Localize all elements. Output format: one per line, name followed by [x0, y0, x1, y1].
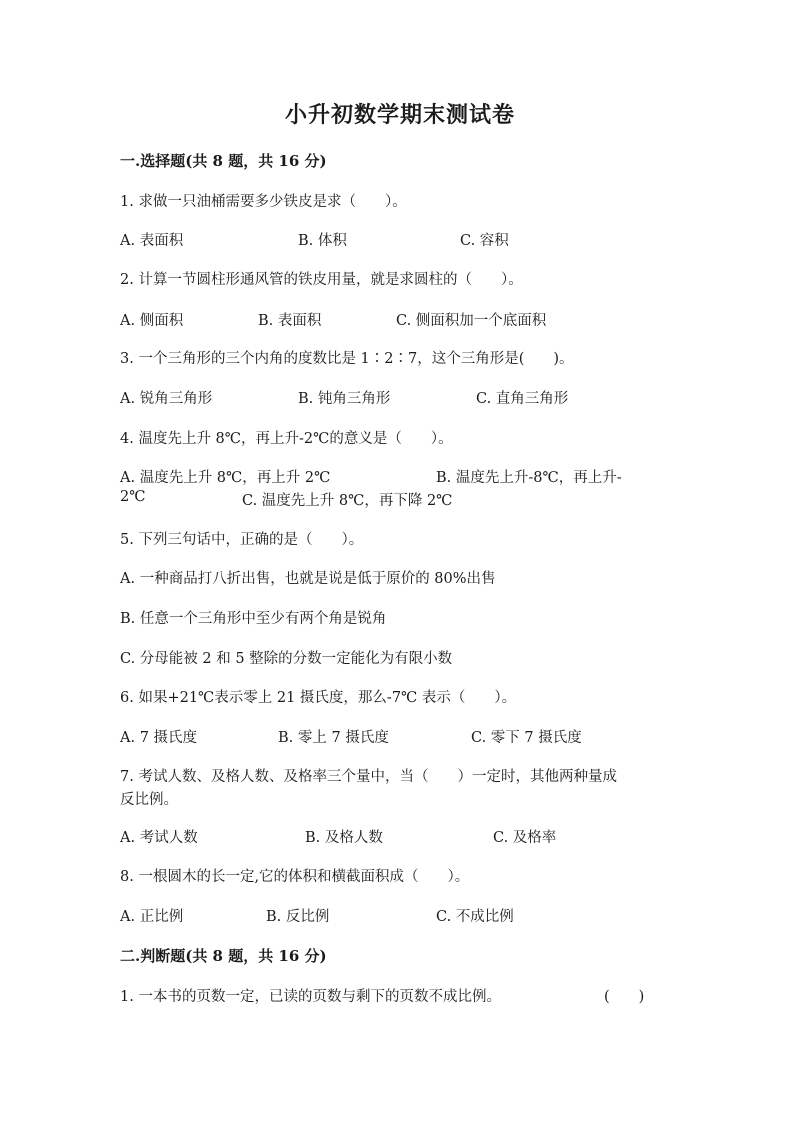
q8-option-c: C. 不成比例: [436, 909, 514, 925]
q3-option-c: C. 直角三角形: [476, 391, 569, 407]
question-1: 1. 求做一只油桶需要多少铁皮是求（ ）。: [120, 194, 407, 210]
question-2: 2. 计算一节圆柱形通风管的铁皮用量，就是求圆柱的（ ）。: [120, 272, 523, 288]
section-heading-choice: 一.选择题(共 8 题，共 16 分): [120, 152, 327, 170]
q7-option-a: A. 考试人数: [120, 830, 198, 846]
question-3: 3. 一个三角形的三个内角的度数比是 1∶2∶7，这个三角形是( )。: [120, 351, 574, 367]
q4-option-c: C. 温度先上升 8℃，再下降 2℃: [242, 493, 453, 509]
q3-option-b: B. 钝角三角形: [298, 391, 391, 407]
tf-question-1: 1. 一本书的页数一定，已读的页数与剩下的页数不成比例。: [120, 989, 501, 1005]
q1-option-c: C. 容积: [460, 233, 509, 249]
q1-option-b: B. 体积: [298, 233, 347, 249]
question-5: 5. 下列三句话中，正确的是（ ）。: [120, 532, 364, 548]
tf-question-1-answer-bracket: ( ): [604, 989, 645, 1005]
question-4: 4. 温度先上升 8℃，再上升-2℃的意义是（ ）。: [120, 431, 453, 447]
q4-option-b: B. 温度先上升-8℃，再上升-: [436, 470, 622, 486]
q2-option-c: C. 侧面积加一个底面积: [396, 313, 547, 329]
page-title: 小升初数学期末测试卷: [284, 102, 515, 128]
q4-option-b-continued: 2℃: [120, 489, 146, 505]
q2-option-a: A. 侧面积: [120, 313, 184, 329]
q4-option-a: A. 温度先上升 8℃，再上升 2℃: [120, 470, 331, 486]
q1-option-a: A. 表面积: [120, 233, 184, 249]
q2-option-b: B. 表面积: [258, 313, 322, 329]
q3-option-a: A. 锐角三角形: [120, 391, 213, 407]
q5-option-b: B. 任意一个三角形中至少有两个角是锐角: [120, 611, 387, 627]
question-8: 8. 一根圆木的长一定,它的体积和横截面积成（ ）。: [120, 869, 470, 885]
q8-option-a: A. 正比例: [120, 909, 184, 925]
section-heading-true-false: 二.判断题(共 8 题，共 16 分): [120, 947, 327, 965]
question-7-continued: 反比例。: [120, 792, 178, 808]
q6-option-b: B. 零上 7 摄氏度: [278, 730, 389, 746]
question-6: 6. 如果+21℃表示零上 21 摄氏度，那么-7℃ 表示（ ）。: [120, 690, 517, 706]
q5-option-a: A. 一种商品打八折出售，也就是说是低于原价的 80%出售: [120, 571, 496, 587]
q7-option-b: B. 及格人数: [305, 830, 383, 846]
q6-option-a: A. 7 摄氏度: [120, 730, 198, 746]
q8-option-b: B. 反比例: [266, 909, 330, 925]
q5-option-c: C. 分母能被 2 和 5 整除的分数一定能化为有限小数: [120, 651, 453, 667]
q7-option-c: C. 及格率: [493, 830, 557, 846]
q6-option-c: C. 零下 7 摄氏度: [471, 730, 582, 746]
question-7: 7. 考试人数、及格人数、及格率三个量中，当（ ）一定时，其他两种量成: [120, 769, 617, 785]
